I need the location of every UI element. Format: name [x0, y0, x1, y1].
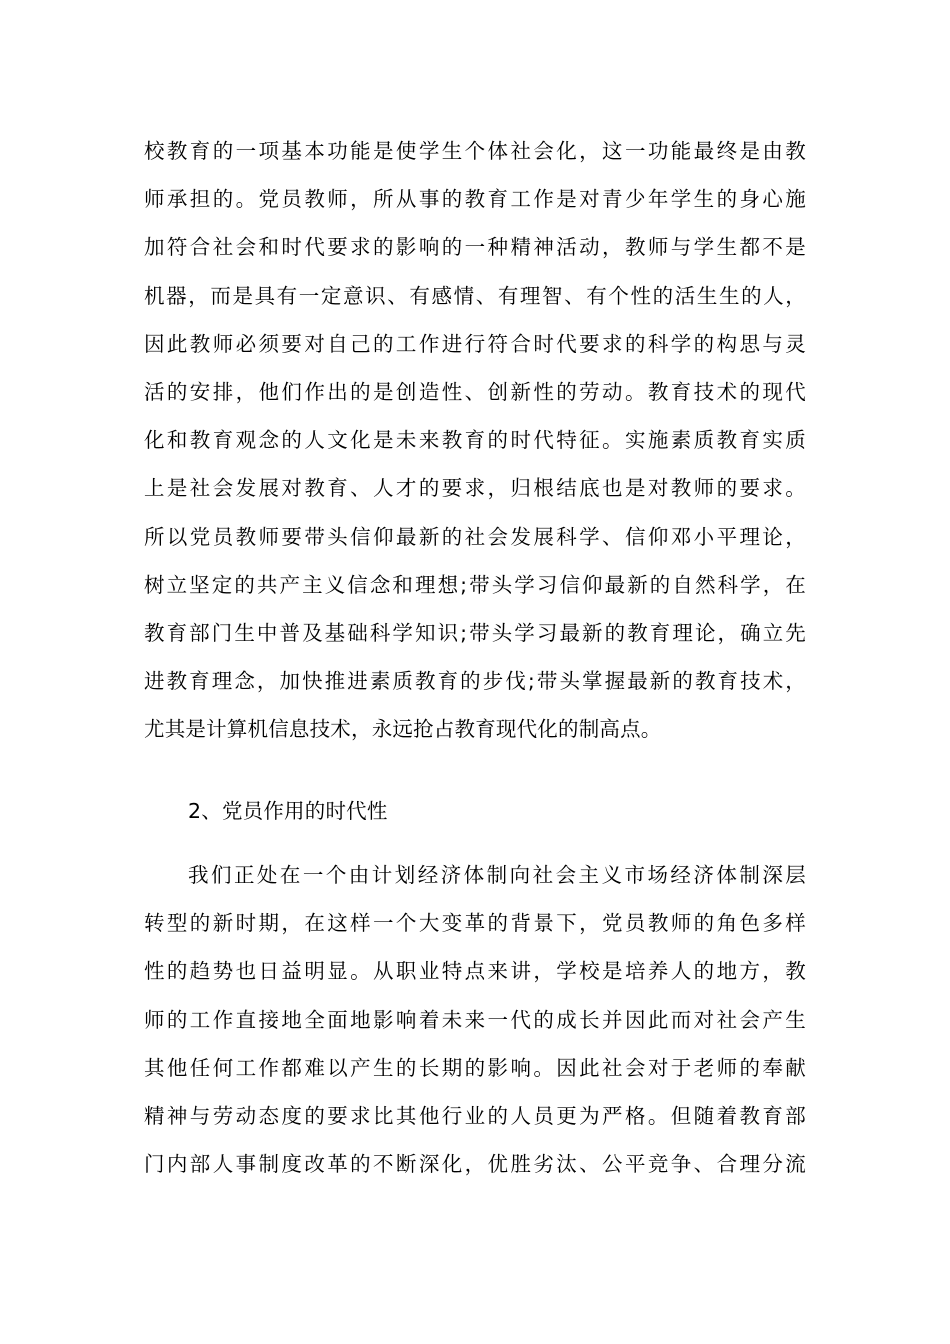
paragraph-line: 上是社会发展对教育、人才的要求，归根结底也是对教师的要求。: [144, 476, 806, 501]
paragraph-line: 校教育的一项基本功能是使学生个体社会化，这一功能最终是由教: [144, 139, 806, 163]
paragraph-line: 性的趋势也日益明显。从职业特点来讲，学校是培养人的地方，教: [144, 959, 806, 984]
paragraph-line: 因此教师必须要对自己的工作进行符合时代要求的科学的构思与灵: [144, 331, 806, 356]
section-heading-text: 2、党员作用的时代性: [188, 799, 388, 823]
paragraph-line: 教育部门生中普及基础科学知识;带头学习最新的教育理论，确立先: [144, 620, 806, 645]
paragraph-line: 加符合社会和时代要求的影响的一种精神活动，教师与学生都不是: [144, 235, 806, 260]
paragraph-line: 转型的新时期，在这样一个大变革的背景下，党员教师的角色多样: [144, 911, 806, 936]
paragraph-line: 其他任何工作都难以产生的长期的影响。因此社会对于老师的奉献: [144, 1055, 806, 1080]
paragraph-line: 所以党员教师要带头信仰最新的社会发展科学、信仰邓小平理论，: [144, 524, 806, 549]
paragraph-line: 化和教育观念的人文化是未来教育的时代特征。实施素质教育实质: [144, 428, 806, 453]
paragraph-line: 师承担的。党员教师，所从事的教育工作是对青少年学生的身心施: [144, 187, 806, 212]
section-heading: [144, 787, 806, 835]
paragraph-line: 进教育理念，加快推进素质教育的步伐;带头掌握最新的教育技术，: [144, 669, 806, 694]
paragraph-line: 机器，而是具有一定意识、有感情、有理智、有个性的活生生的人，: [144, 283, 806, 308]
paragraph-line: 我们正处在一个由计划经济体制向社会主义市场经济体制深层: [188, 863, 806, 887]
paragraph-line: 师的工作直接地全面地影响着未来一代的成长并因此而对社会产生: [144, 1007, 806, 1032]
paragraph-line: 精神与劳动态度的要求比其他行业的人员更为严格。但随着教育部: [144, 1103, 806, 1128]
paragraph-line: 尤其是计算机信息技术，永远抢占教育现代化的制高点。: [144, 717, 662, 742]
paragraph-line: 门内部人事制度改革的不断深化，优胜劣汰、公平竞争、合理分流: [144, 1152, 806, 1177]
paragraph-line: 树立坚定的共产主义信念和理想;带头学习信仰最新的自然科学，在: [144, 572, 806, 597]
paragraph-1: [144, 127, 806, 753]
paragraph-2: [144, 851, 806, 1188]
paragraph-line: 活的安排，他们作出的是创造性、创新性的劳动。教育技术的现代: [144, 379, 806, 404]
